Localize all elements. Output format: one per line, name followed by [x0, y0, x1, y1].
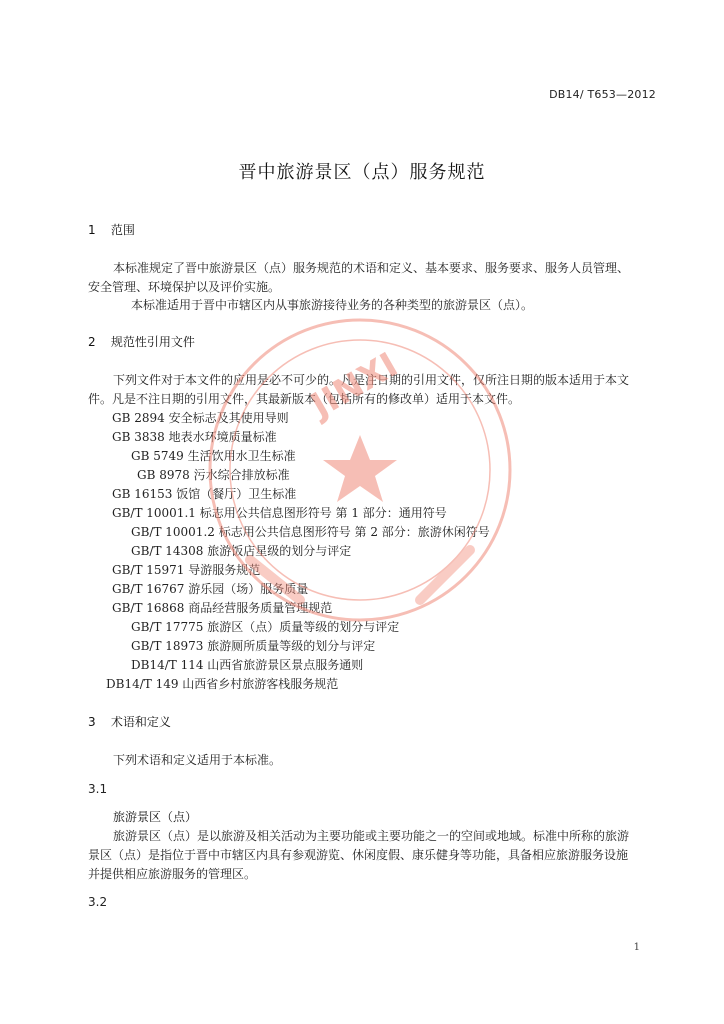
clause-3-1-number: 3.1 [88, 782, 108, 796]
reference-item: GB 5749 生活饮用水卫生标准 [131, 449, 296, 463]
section-2-title: 规范性引用文件 [110, 335, 195, 349]
reference-item: GB 16153 饭馆（餐厅）卫生标准 [112, 487, 297, 501]
reference-item: GB/T 14308 旅游饭店星级的划分与评定 [131, 544, 352, 558]
section-3-title: 术语和定义 [110, 715, 171, 729]
term-definition-line-1: 旅游景区（点）是以旅游及相关活动为主要功能或主要功能之一的空间或地域。标准中所称的旅游 [113, 829, 630, 843]
reference-item: GB/T 16767 游乐园（场）服务质量 [112, 582, 309, 596]
reference-item: GB/T 17775 旅游区（点）质量等级的划分与评定 [131, 620, 400, 634]
clause-3-2-number: 3.2 [88, 895, 108, 909]
section-1-number: 1 [88, 223, 96, 237]
reference-item: GB 3838 地表水环境质量标准 [112, 430, 277, 444]
references-intro-line-1: 下列文件对于本文件的应用是必不可少的。凡是注日期的引用文件，仅所注日期的版本适用于本文 [113, 373, 630, 387]
scope-paragraph-line-1: 本标准规定了晋中旅游景区（点）服务规范的术语和定义、基本要求、服务要求、服务人员管理、 [113, 261, 630, 275]
document-code: DB14/ T653—2012 [549, 88, 656, 101]
references-intro-line-2: 件。凡是不注日期的引用文件，其最新版本（包括所有的修改单）适用于本文件。 [88, 392, 521, 406]
section-2-heading [88, 333, 195, 350]
scope-paragraph-2: 本标准适用于晋中市辖区内从事旅游接待业务的各种类型的旅游景区（点）。 [131, 298, 534, 312]
scope-paragraph-line-2: 安全管理、环境保护以及评价实施。 [88, 280, 281, 294]
reference-item: DB14/T 149 山西省乡村旅游客栈服务规范 [106, 677, 339, 691]
section-1-heading [88, 221, 135, 238]
reference-item: GB/T 18973 旅游厕所质量等级的划分与评定 [131, 639, 376, 653]
section-3-number: 3 [88, 715, 96, 729]
reference-item: DB14/T 114 山西省旅游景区景点服务通则 [131, 658, 364, 672]
reference-item: GB/T 15971 导游服务规范 [112, 563, 261, 577]
reference-item: GB/T 10001.1 标志用公共信息图形符号 第 1 部分：通用符号 [112, 506, 447, 520]
terms-intro: 下列术语和定义适用于本标准。 [113, 753, 282, 767]
page-title: 晋中旅游景区（点）服务规范 [238, 162, 486, 183]
reference-item: GB 8978 污水综合排放标准 [137, 468, 290, 482]
reference-item: GB 2894 安全标志及其使用导则 [112, 411, 289, 425]
watermark-text: JINXI [304, 344, 405, 426]
reference-item: GB/T 10001.2 标志用公共信息图形符号 第 2 部分：旅游休闲符号 [131, 525, 490, 539]
term-definition-line-2: 景区（点）是指位于晋中市辖区内具有参观游览、休闲度假、康乐健身等功能，具备相应旅游服务设施 [88, 848, 629, 862]
section-2-number: 2 [88, 335, 96, 349]
page-number: 1 [633, 942, 640, 953]
term-definition-line-3: 并提供相应旅游服务的管理区。 [88, 867, 257, 881]
section-3-heading [88, 713, 171, 730]
term-title: 旅游景区（点） [113, 810, 198, 824]
section-1-title: 范围 [110, 223, 135, 237]
reference-item: GB/T 16868 商品经营服务质量管理规范 [112, 601, 333, 615]
watermark-star-icon [323, 435, 397, 502]
